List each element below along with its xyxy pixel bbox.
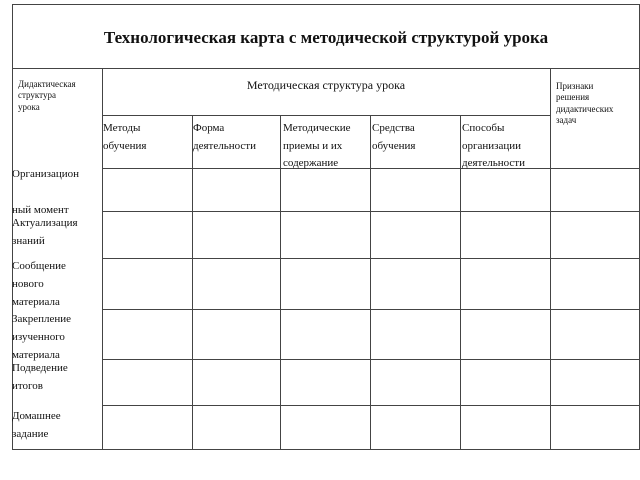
row-label-homework: Домашнее задание: [12, 410, 61, 441]
column-divider: [280, 115, 281, 450]
column-divider: [370, 115, 371, 450]
row-divider: [102, 309, 640, 310]
column-divider: [550, 68, 551, 450]
column-divider: [192, 115, 193, 450]
row-label-summary: Подведение итогов: [12, 362, 68, 393]
techniques-header: Методические приемы и их содержание: [283, 122, 351, 170]
teaching-means-header: Средства обучения: [372, 122, 416, 152]
group-header-divider: [102, 115, 550, 116]
row-label-organizational: Организацион ный момент: [12, 168, 79, 217]
methods-header: Методы обучения: [103, 122, 147, 152]
row-divider: [102, 258, 640, 259]
row-label-knowledge-update: Актуализация знаний: [12, 217, 78, 248]
row-divider: [102, 405, 640, 406]
table-frame: [12, 4, 640, 450]
signs-header: Признаки решения дидактических задач: [556, 81, 614, 125]
row-label-new-material: Сообщение нового материала: [12, 260, 66, 309]
row-divider: [102, 211, 640, 212]
header-bottom-divider: [102, 168, 640, 169]
row-divider: [102, 359, 640, 360]
column-divider: [460, 115, 461, 450]
activity-form-header: Форма деятельности: [193, 122, 256, 152]
page-title: Технологическая карта с методической структурой урока: [103, 28, 549, 47]
title-divider: [12, 68, 640, 69]
methodical-structure-header: Методическая структура урока: [246, 78, 406, 92]
row-label-consolidation: Закрепление изученного материала: [12, 313, 72, 362]
didactic-structure-header: Дидактическая структура урока: [18, 79, 76, 112]
organization-methods-header: Способы организации деятельности: [462, 122, 525, 170]
